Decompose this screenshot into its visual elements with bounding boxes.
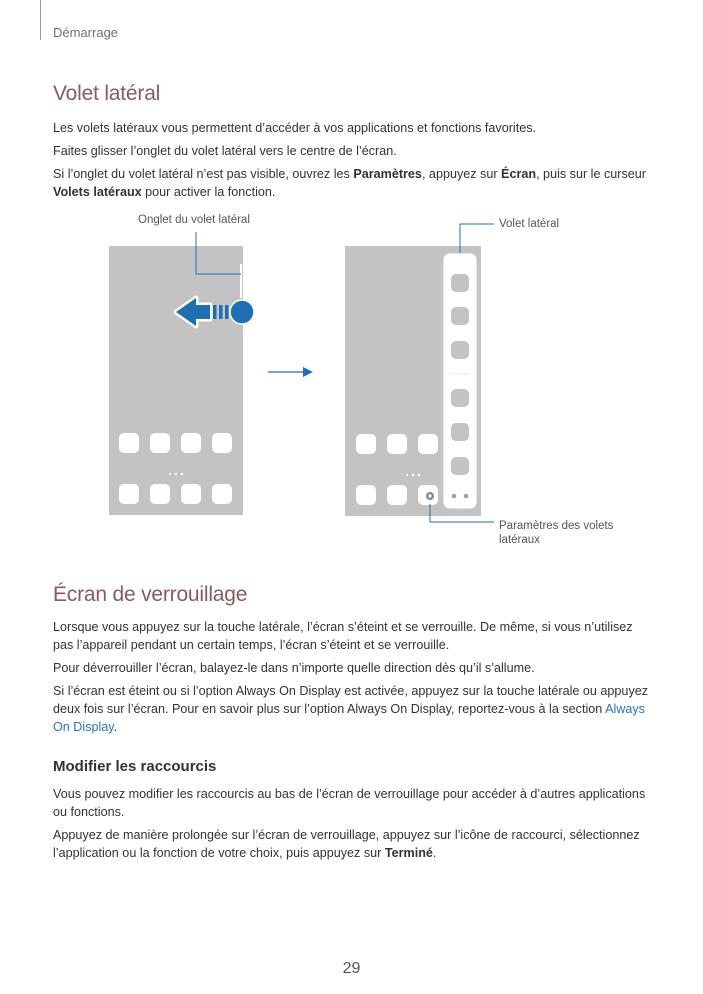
text-run: Si l’écran est éteint ou si l’option Always On Display est activée, appuyez sur la touche latérale ou appuyez deux fois sur l’écran. Pour en savoir plus sur l’option Always On Display, reportez-vous à la section: [53, 684, 649, 716]
running-header: Démarrage: [53, 25, 119, 40]
paragraph: Faites glisser l’onglet du volet latéral vers le centre de l’écran.: [53, 144, 397, 158]
app-icon: [387, 485, 407, 505]
app-icon: [212, 484, 232, 504]
paragraph: [53, 682, 653, 736]
app-icon: [356, 485, 376, 505]
app-icon: [356, 434, 376, 454]
label-panel-settings: [499, 519, 613, 547]
transition-arrow-icon: [268, 367, 313, 377]
app-icon: [119, 433, 139, 453]
panel-app-icon: [451, 457, 469, 475]
panel-app-icon: [451, 274, 469, 292]
text-run: Appuyez de manière prolongée sur l’écran de verrouillage, appuyez sur l’icône de raccourci, sélectionnez l’application ou la fonction de votre choix, puis appuyez sur: [53, 828, 640, 860]
drag-handle-icon: [230, 300, 254, 324]
text-run: , appuyez sur: [421, 167, 502, 181]
label-panel-tab: Onglet du volet latéral: [138, 214, 250, 226]
label-side-panel: Volet latéral: [499, 218, 560, 230]
settings-gear-icon: [423, 489, 438, 504]
section-lock-screen: [53, 583, 653, 736]
page-number: 29: [342, 960, 361, 977]
text-run: Si l’onglet du volet latéral n’est pas visible, ouvrez les: [53, 167, 354, 181]
text-run: .: [113, 720, 118, 734]
app-icon: [181, 433, 201, 453]
bold-term-display: Écran: [501, 167, 537, 181]
app-icon: [150, 484, 170, 504]
panel-app-icon: [451, 341, 469, 359]
app-icon: [119, 484, 139, 504]
text-run: pour activer la fonction.: [141, 185, 276, 199]
app-icon: [212, 433, 232, 453]
app-icon: [181, 484, 201, 504]
paragraph: [53, 826, 653, 862]
section-edit-shortcuts: [53, 758, 653, 862]
text-run: .: [432, 846, 437, 860]
section-title-side-panel: Volet latéral: [53, 82, 161, 105]
app-icon: [418, 434, 438, 454]
label-line: Paramètres des volets: [499, 520, 614, 532]
panel-app-icon: [451, 389, 469, 407]
paragraph: Vous pouvez modifier les raccourcis au bas de l’écran de verrouillage pour accéder à d’autres applications ou fonctions.: [53, 787, 646, 819]
bold-term-settings: Paramètres: [353, 167, 422, 181]
link-always-on-display[interactable]: Always On Display: [53, 702, 645, 734]
bold-term-done: Terminé: [384, 846, 433, 860]
text-run: , puis sur le curseur: [536, 167, 646, 181]
paragraph: Lorsque vous appuyez sur la touche latérale, l’écran s’éteint et se verrouille. De même, si vous n’utilisez pas l’appareil pendant un certain temps, l’écran s’éteint et se verrouille.: [53, 620, 633, 652]
app-icon: [150, 433, 170, 453]
subsection-title-edit-shortcuts: Modifier les raccourcis: [53, 758, 217, 775]
paragraph: Les volets latéraux vous permettent d’accéder à vos applications et fonctions favorites.: [53, 121, 537, 135]
label-line: latéraux: [499, 534, 540, 546]
paragraph: Pour déverrouiller l’écran, balayez-le dans n’importe quelle direction dès qu’il s’allume.: [53, 661, 535, 675]
panel-app-icon: [451, 423, 469, 441]
bold-term-edge-panels: Volets latéraux: [53, 185, 142, 199]
app-icon: [387, 434, 407, 454]
panel-app-icon: [451, 307, 469, 325]
section-title-lock-screen: Écran de verrouillage: [53, 583, 248, 606]
